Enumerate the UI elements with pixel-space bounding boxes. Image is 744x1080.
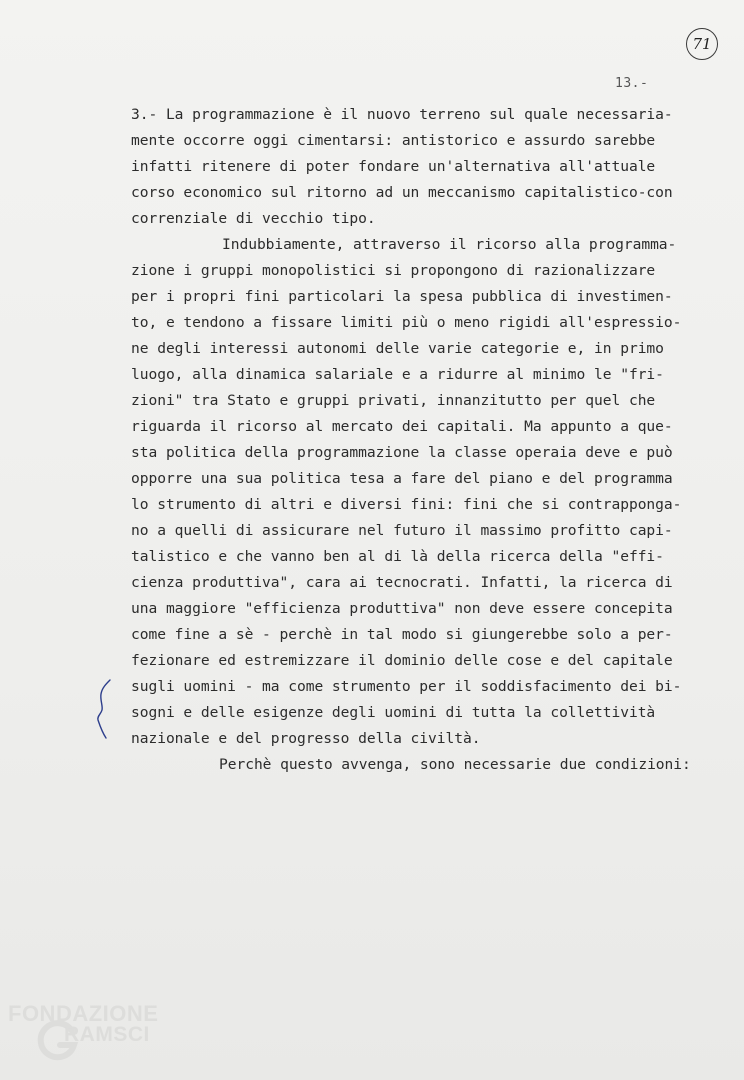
text-line: Perchè questo avvenga, sono necessarie due condizioni: — [219, 756, 691, 773]
text-line: luogo, alla dinamica salariale e a ridurre al minimo le "fri- — [131, 366, 664, 383]
page-number: 13.- — [615, 76, 649, 91]
watermark-line-2: RAMSCI — [64, 1023, 150, 1046]
text-line: per i propri fini particolari la spesa pubblica di investimen- — [131, 288, 673, 305]
fondazione-gramsci-watermark — [8, 997, 198, 1077]
text-line: fezionare ed estremizzare il dominio delle cose e del capitale — [131, 652, 673, 669]
text-line: mente occorre oggi cimentarsi: antistorico e assurdo sarebbe — [131, 132, 656, 149]
text-line: 3.- La programmazione è il nuovo terreno sul quale necessaria- — [131, 106, 673, 123]
watermark-line-1: FONDAZIONE — [8, 1001, 159, 1026]
text-line: correnziale di vecchio tipo. — [131, 210, 376, 227]
text-line: to, e tendono a fissare limiti più o meno rigidi all'espressio- — [131, 314, 682, 331]
text-line: zioni" tra Stato e gruppi privati, innanzitutto per quel che — [131, 392, 656, 409]
text-line: zione i gruppi monopolistici si propongono di razionalizzare — [131, 262, 656, 279]
body-text — [131, 102, 711, 778]
handwritten-bracket-mark — [92, 678, 116, 740]
text-line: una maggiore "efficienza produttiva" non deve essere concepita — [131, 600, 673, 617]
text-line: corso economico sul ritorno ad un meccanismo capitalistico-con — [131, 184, 673, 201]
text-line: Indubbiamente, attraverso il ricorso alla programma- — [222, 236, 677, 253]
text-line: opporre una sua politica tesa a fare del piano e del programma — [131, 470, 673, 487]
text-line: riguarda il ricorso al mercato dei capitali. Ma appunto a que- — [131, 418, 673, 435]
text-line: infatti ritenere di poter fondare un'alternativa all'attuale — [131, 158, 656, 175]
folio-number: 71 — [692, 35, 712, 53]
text-line: sugli uomini - ma come strumento per il soddisfacimento dei bi- — [131, 678, 682, 695]
text-line: come fine a sè - perchè in tal modo si giungerebbe solo a per- — [131, 626, 673, 643]
text-line: sogni e delle esigenze degli uomini di tutta la collettività — [131, 704, 656, 721]
text-line: ne degli interessi autonomi delle varie categorie e, in primo — [131, 340, 664, 357]
folio-number-circle — [686, 28, 718, 60]
text-line: nazionale e del progresso della civiltà. — [131, 730, 481, 747]
text-line: cienza produttiva", cara ai tecnocrati. Infatti, la ricerca di — [131, 574, 673, 591]
text-line: talistico e che vanno ben al di là della ricerca della "effi- — [131, 548, 664, 565]
text-line: no a quelli di assicurare nel futuro il massimo profitto capi- — [131, 522, 673, 539]
text-line: lo strumento di altri e diversi fini: fini che si contrapponga- — [131, 496, 682, 513]
text-line: sta politica della programmazione la classe operaia deve e può — [131, 444, 673, 461]
